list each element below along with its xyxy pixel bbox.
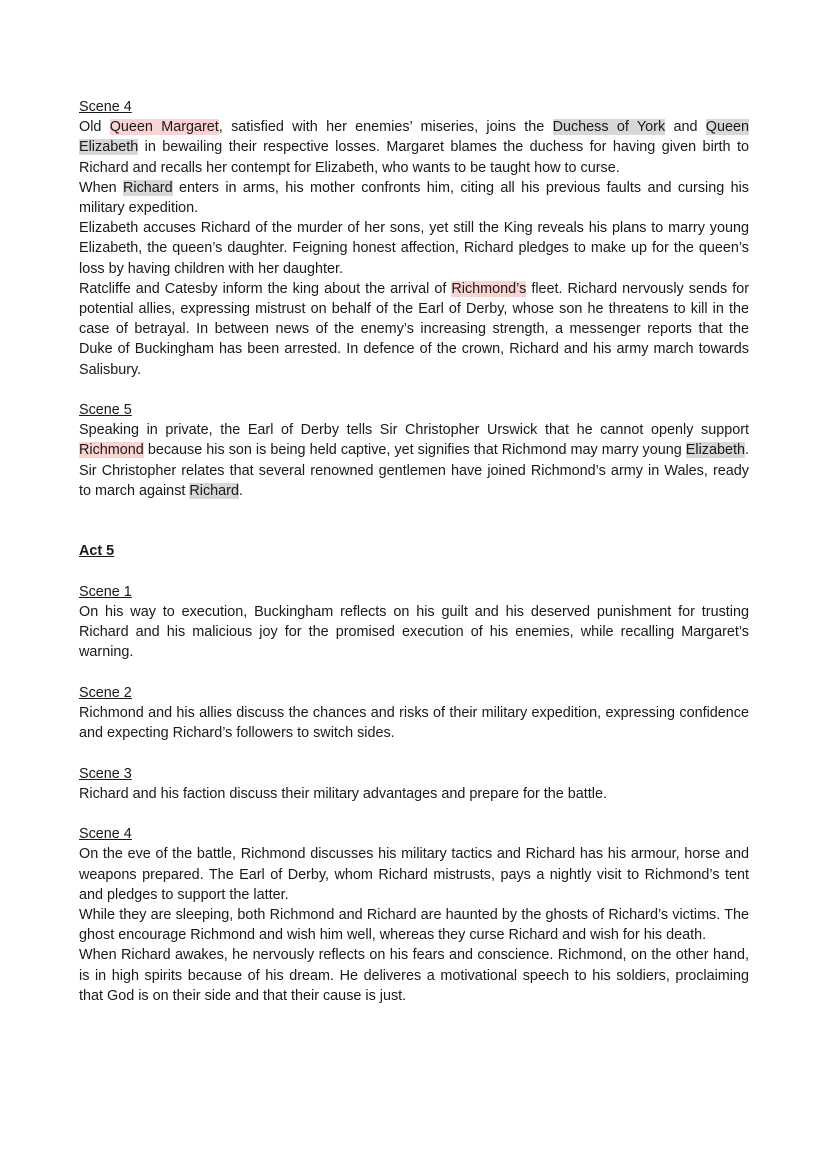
text-run: Ratcliffe and Catesby inform the king about the arrival of: [79, 280, 452, 297]
scene-paragraph: Richmond and his allies discuss the chances and risks of their military expedition, expressing confidence and expecting Richard’s followers to switch sides.: [79, 705, 749, 742]
spacer: [79, 804, 749, 824]
text-run: because his son is being held captive, yet signifies that Richmond may marry young: [143, 442, 686, 459]
highlighted-name: Richmond’s: [451, 280, 527, 297]
spacer: [79, 663, 749, 683]
scene-heading: Scene 2: [79, 684, 132, 701]
highlighted-name: Richmond: [79, 442, 144, 459]
text-run: . Sir Christopher relates that several renowned gentlemen have joined Richmond’s army in Wales, ready to march against: [79, 442, 749, 499]
scene-paragraph: On the eve of the battle, Richmond discusses his military tactics and Richard has his armour, horse and weapons prepared. The Earl of Derby, whom Richard mistrusts, pays a nightly visit to Richmond’s tent and pledges to support the latter.: [79, 846, 749, 903]
scene-paragraph: [79, 420, 749, 501]
text-run: fleet. Richard nervously sends for potential allies, expressing mistrust on behalf of the Earl of Derby, whose son he threatens to kill in the case of betrayal. In between news of the enemy’s increasing strength, a messenger reports that the Duke of Buckingham has been arrested. In defence of the crown, Richard and his army march towards Salisbury.: [79, 280, 749, 378]
text-run: Old: [79, 119, 110, 136]
scene-heading: Scene 3: [79, 765, 132, 782]
spacer: [79, 743, 749, 763]
scene-paragraph: [79, 117, 749, 178]
scene-paragraph: Elizabeth accuses Richard of the murder of her sons, yet still the King reveals his plans to marry young Elizabeth, the queen’s daughter. Feigning honest affection, Richard pledges to make up for the queen’s loss by having children with her daughter.: [79, 220, 749, 277]
text-run: , satisfied with her enemies’ miseries, joins the: [218, 119, 553, 136]
text-run: in bewailing their respective losses. Margaret blames the duchess for having given birth to Richard and recalls her contempt for Elizabeth, who wants to be taught how to curse.: [79, 139, 749, 176]
scene-paragraph: When Richard awakes, he nervously reflects on his fears and conscience. Richmond, on the other hand, is in high spirits because of his dream. He deliveres a motivational speech to his soldiers, proclaiming that God is on their side and that their cause is just.: [79, 947, 749, 1004]
text-run: When: [79, 179, 123, 196]
spacer: [79, 501, 749, 541]
text-run: and: [665, 119, 706, 136]
act-title: Act 5: [79, 543, 115, 560]
highlighted-name: Duchess of York: [552, 119, 666, 136]
spacer: [79, 562, 749, 582]
highlighted-name: Queen Margaret: [109, 119, 219, 136]
scene-paragraph: While they are sleeping, both Richmond and Richard are haunted by the ghosts of Richard’s victims. The ghost encourage Richmond and wish him well, whereas they curse Richard and wish for his death.: [79, 907, 749, 944]
scene-heading: Scene 4: [79, 826, 132, 843]
highlighted-name: Richard: [189, 482, 239, 499]
document-page: [79, 97, 749, 1006]
text-run: Speaking in private, the Earl of Derby tells Sir Christopher Urswick that he cannot openly support: [79, 422, 749, 439]
scene-paragraph: Richard and his faction discuss their military advantages and prepare for the battle.: [79, 785, 607, 802]
scene-heading: Scene 1: [79, 583, 132, 600]
scene-heading: Scene 4: [79, 99, 132, 115]
text-run: enters in arms, his mother confronts him, citing all his previous faults and cursing his military expedition.: [79, 179, 750, 217]
scene-paragraph: On his way to execution, Buckingham reflects on his guilt and his deserved punishment for trusting Richard and his malicious joy for the promised execution of his enemies, while recalling Margaret’s warning.: [79, 604, 749, 661]
highlighted-name: Queen Elizabeth: [79, 119, 749, 156]
scene-paragraph: [79, 178, 749, 218]
scene-heading: Scene 5: [79, 402, 132, 419]
highlighted-name: Elizabeth: [685, 442, 745, 459]
scene-paragraph: [79, 279, 749, 380]
text-run: .: [238, 482, 243, 499]
spacer: [79, 380, 749, 400]
highlighted-name: Richard: [122, 179, 173, 196]
